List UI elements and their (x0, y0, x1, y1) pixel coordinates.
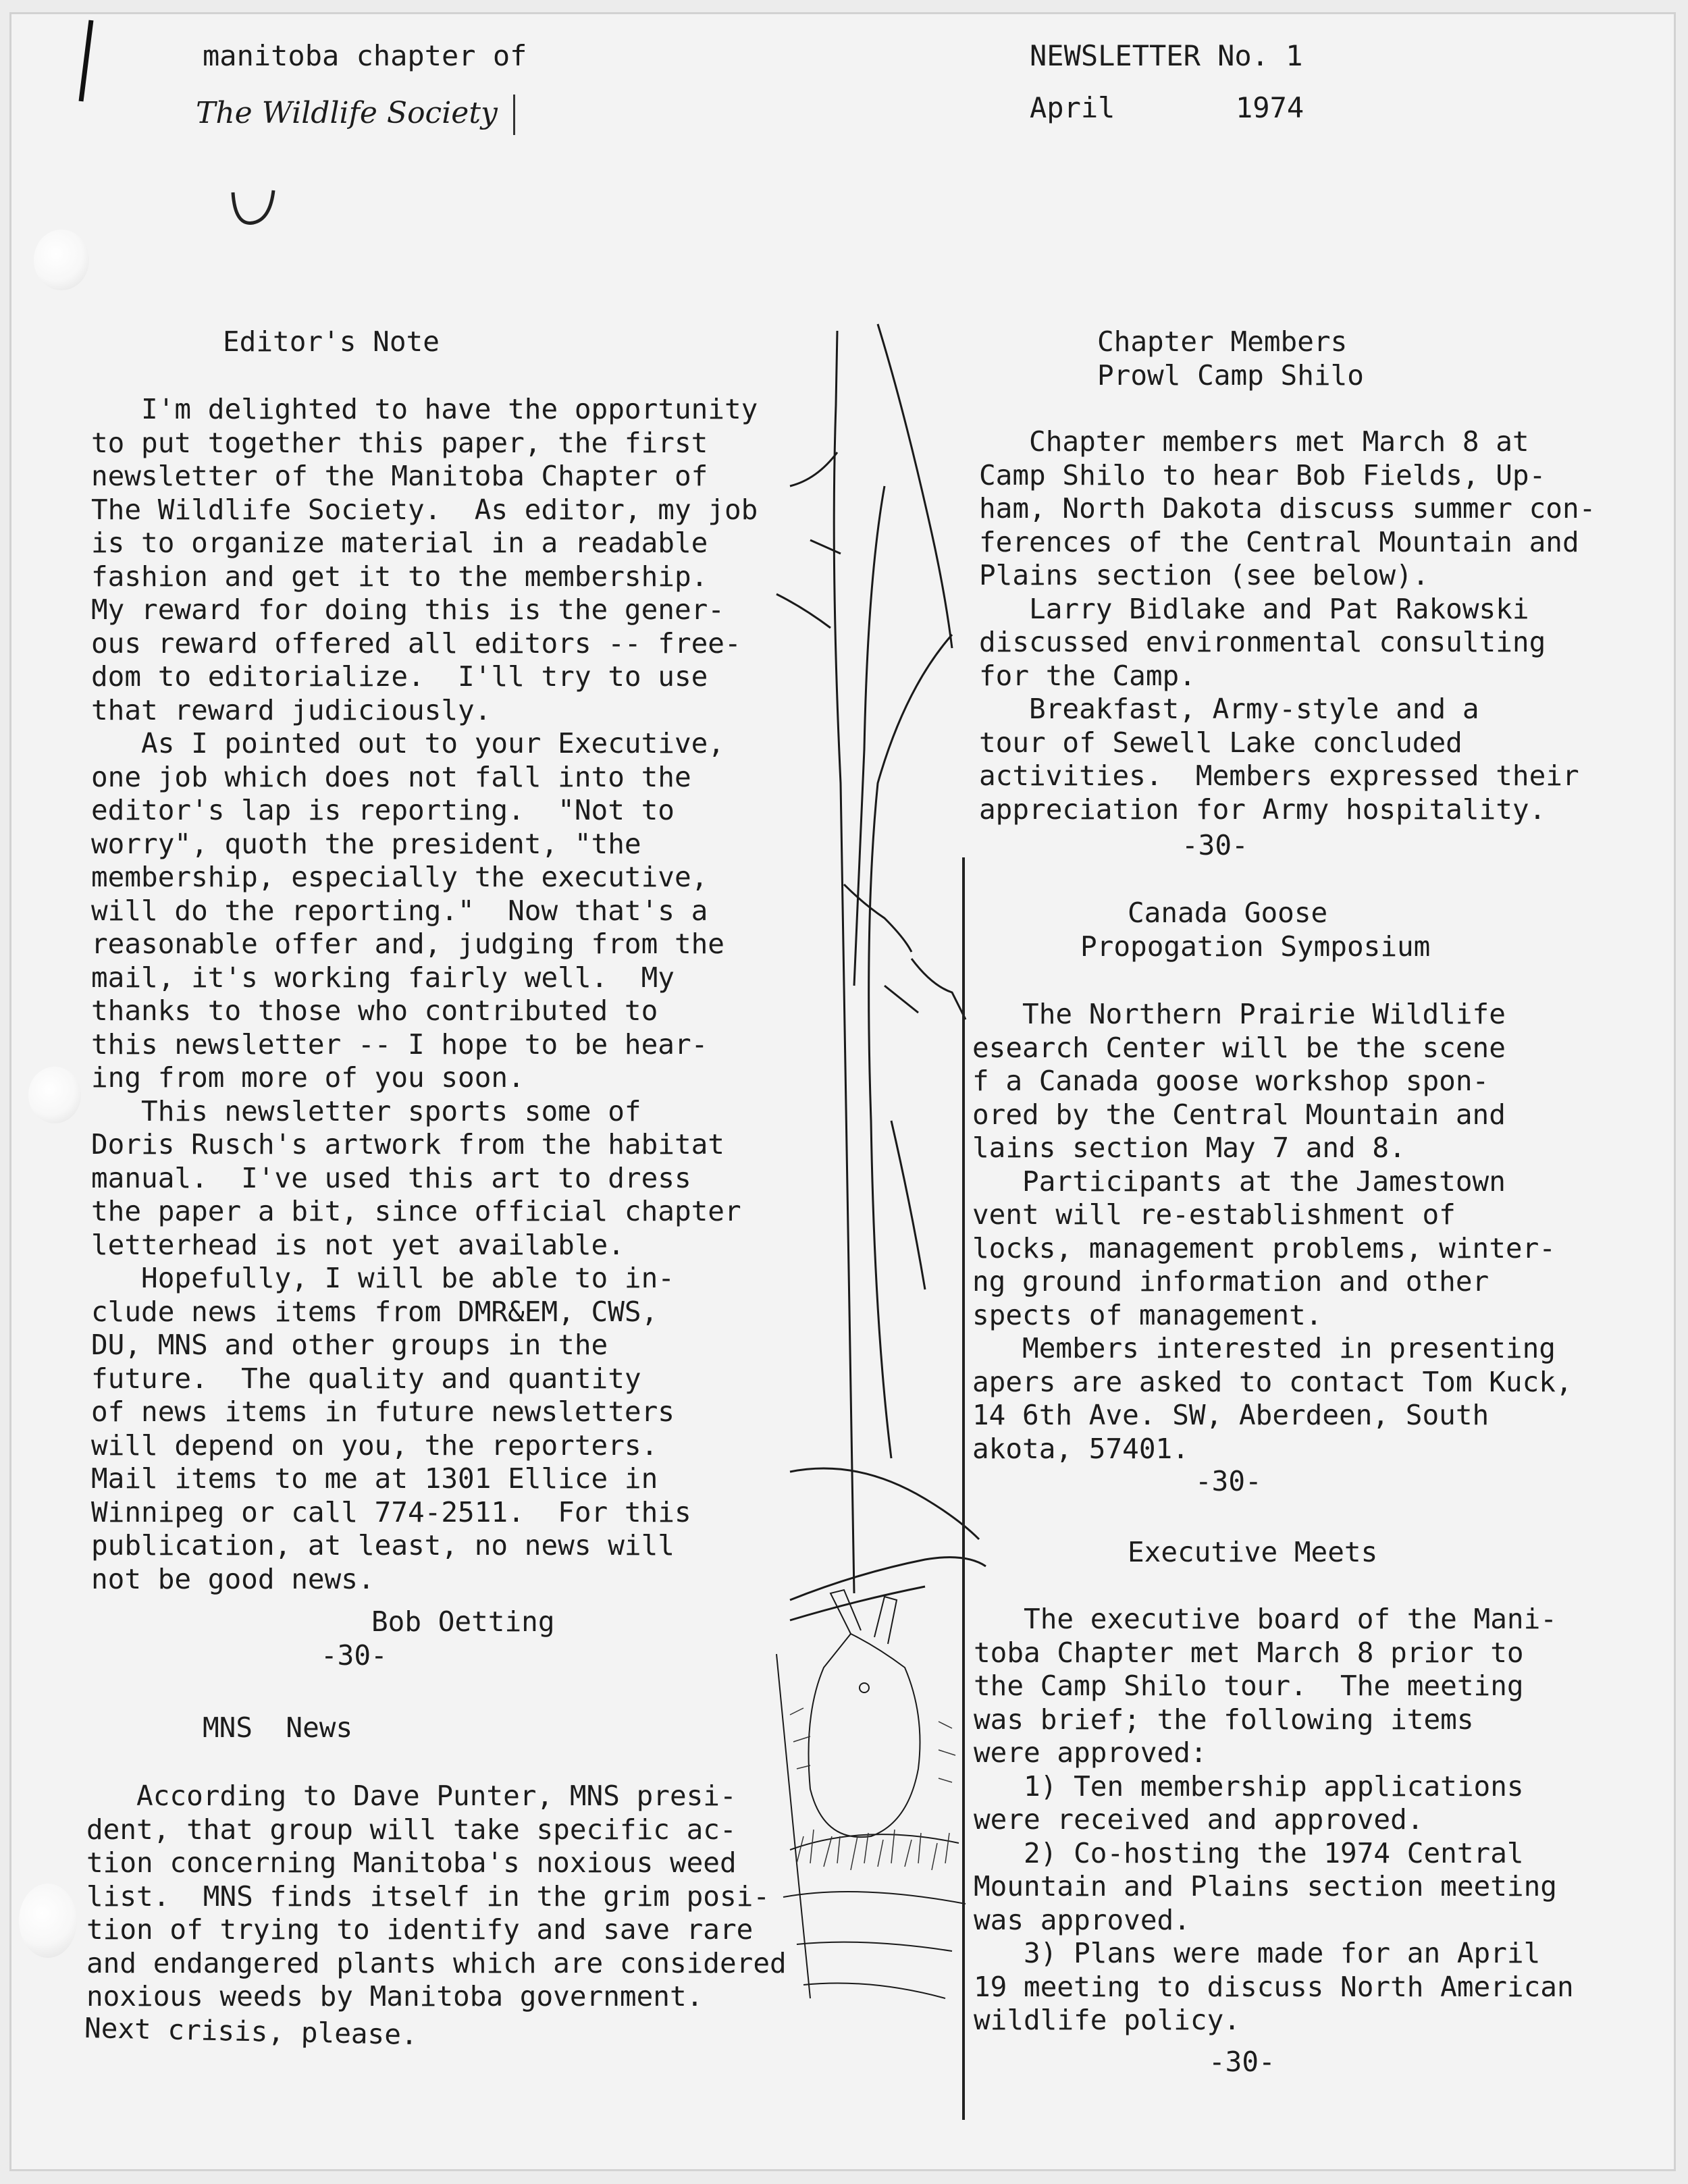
exec-line: wildlife policy. (974, 2004, 1240, 2036)
end-mark: -30- (1209, 2046, 1275, 2078)
exec-line: 2) Co-hosting the 1974 Central (974, 1836, 1524, 1869)
mns-news-line: tion of trying to identify and save rare (86, 1913, 754, 1946)
goose-line: lains section May 7 and 8. (972, 1131, 1406, 1164)
issue-month: April (1030, 91, 1115, 124)
exec-line: the Camp Shilo tour. The meeting (974, 1670, 1524, 1702)
editors-note-line: mail, it's working fairly well. My (91, 961, 675, 994)
editors-note-line: ous reward offered all editors -- free- (91, 627, 741, 660)
exec-line: were received and approved. (974, 1803, 1424, 1836)
editors-note-line: My reward for doing this is the gener- (91, 593, 724, 626)
exec-line: Mountain and Plains section meeting (974, 1870, 1557, 1902)
shilo-body (979, 425, 1595, 826)
editors-note-body (91, 393, 758, 1596)
editors-note-line: I'm delighted to have the opportunity (91, 393, 758, 425)
shilo-title-line-1: Chapter Members (1097, 325, 1348, 358)
goose-line: esearch Center will be the scene (972, 1031, 1506, 1064)
editors-note-line: ing from more of you soon. (91, 1061, 525, 1094)
editors-note-line: thanks to those who contributed to (91, 994, 658, 1027)
shilo-line: Plains section (see below). (979, 559, 1429, 591)
shilo-line: Breakfast, Army-style and a (979, 693, 1479, 725)
punch-hole-top (34, 230, 89, 290)
editors-note-line: Doris Rusch's artwork from the habitat (91, 1128, 724, 1161)
mns-news-title: MNS News (203, 1711, 353, 1744)
chapter-line: manitoba chapter of (203, 39, 527, 72)
editors-note-line: one job which does not fall into the (91, 760, 691, 793)
editors-note-line: dom to editorialize. I'll try to use (91, 660, 708, 693)
mns-news-line: tion concerning Manitoba's noxious weed (86, 1846, 737, 1879)
mns-news-line: According to Dave Punter, MNS presi- (86, 1780, 737, 1812)
shilo-line: appreciation for Army hospitality. (979, 793, 1546, 826)
editors-note-line: publication, at least, no news will (91, 1529, 675, 1562)
editors-note-line: clude news items from DMR&EM, CWS, (91, 1295, 658, 1328)
editors-note-line: will do the reporting." Now that's a (91, 894, 708, 927)
goose-line: apers are asked to contact Tom Kuck, (972, 1365, 1573, 1398)
column-divider (962, 857, 965, 2120)
editors-note-line: letterhead is not yet available. (91, 1228, 625, 1261)
editors-note-line: reasonable offer and, judging from the (91, 928, 724, 960)
shilo-line: ham, North Dakota discuss summer con- (979, 492, 1596, 525)
editors-note-line: As I pointed out to your Executive, (91, 727, 724, 760)
exec-line: 19 meeting to discuss North American (974, 1970, 1574, 2003)
exec-line: were approved: (974, 1736, 1207, 1769)
editors-note-line: The Wildlife Society. As editor, my job (91, 493, 758, 526)
punch-hole-middle (28, 1067, 81, 1123)
shilo-line: discussed environmental consulting (979, 626, 1546, 658)
editors-note-title: Editor's Note (223, 325, 440, 358)
editors-note-line: of news items in future newsletters (91, 1395, 675, 1428)
editors-note-line: will depend on you, the reporters. (91, 1429, 658, 1462)
goose-title-line-1: Canada Goose (1128, 897, 1328, 929)
mns-news-line: dent, that group will take specific ac- (86, 1813, 737, 1846)
goose-line: locks, management problems, winter- (972, 1231, 1556, 1264)
punch-hole-bottom (19, 1884, 77, 1958)
pen-mark-icon (54, 14, 108, 108)
editors-note-line: newsletter of the Manitoba Chapter of (91, 460, 708, 492)
end-mark: -30- (1195, 1465, 1262, 1497)
editors-note-line: Mail items to me at 1301 Ellice in (91, 1462, 658, 1495)
editors-note-line: Hopefully, I will be able to in- (91, 1262, 675, 1294)
shilo-line: tour of Sewell Lake concluded (979, 726, 1462, 759)
goose-line: vent will re-establishment of (972, 1198, 1456, 1231)
goose-line: 14 6th Ave. SW, Aberdeen, South (972, 1399, 1489, 1431)
goose-body (972, 998, 1573, 1466)
editors-note-line: this newsletter -- I hope to be hear- (91, 1028, 708, 1061)
editors-note-line: fashion and get it to the membership. (91, 560, 708, 593)
editors-note-line: membership, especially the executive, (91, 861, 708, 893)
exec-body (974, 1603, 1574, 2037)
newsletter-number: NEWSLETTER No. 1 (1030, 39, 1303, 72)
issue-year: 1974 (1236, 91, 1304, 124)
end-mark: -30- (321, 1639, 388, 1672)
exec-line: The executive board of the Mani- (974, 1603, 1557, 1635)
editors-note-line: worry", quoth the president, "the (91, 827, 641, 860)
editor-signature: Bob Oetting (371, 1605, 555, 1638)
mns-news-line: noxious weeds by Manitoba government. (86, 1980, 704, 2013)
logo-bar (513, 95, 515, 135)
exec-line: was approved. (974, 1903, 1190, 1936)
goose-line: spects of management. (972, 1298, 1323, 1331)
goose-title-line-2: Propogation Symposium (1080, 930, 1431, 963)
goose-line: f a Canada goose workshop spon- (972, 1065, 1489, 1097)
editors-note-line: to put together this paper, the first (91, 426, 708, 459)
goose-line: akota, 57401. (972, 1432, 1189, 1465)
mns-news-line: and endangered plants which are considered (86, 1946, 787, 1979)
goose-line: ored by the Central Mountain and (972, 1098, 1506, 1131)
editors-note-line: DU, MNS and other groups in the (91, 1329, 608, 1361)
editors-note-line: not be good news. (91, 1562, 375, 1595)
shilo-line: Camp Shilo to hear Bob Fields, Up- (979, 458, 1546, 491)
mns-closing: Next crisis, please. (84, 2011, 419, 2052)
editors-note-line: that reward judiciously. (91, 693, 492, 726)
editors-note-line: manual. I've used this art to dress (91, 1161, 691, 1194)
editors-note-line: Winnipeg or call 774-2511. For this (91, 1495, 691, 1528)
exec-line: toba Chapter met March 8 prior to (974, 1636, 1524, 1669)
editors-note-line: the paper a bit, since official chapter (91, 1195, 741, 1227)
shilo-line: for the Camp. (979, 659, 1196, 692)
shilo-line: Larry Bidlake and Pat Rakowski (979, 592, 1529, 625)
exec-title: Executive Meets (1128, 1536, 1378, 1568)
tree-and-rabbit-sketch-icon (749, 311, 1006, 2039)
end-mark: -30- (1182, 829, 1248, 861)
mns-news-body (86, 1780, 787, 2014)
mns-news-line: list. MNS finds itself in the grim posi- (86, 1880, 770, 1913)
shilo-line: Chapter members met March 8 at (979, 425, 1529, 458)
goose-line: The Northern Prairie Wildlife (972, 998, 1506, 1030)
goose-line: ng ground information and other (972, 1265, 1489, 1298)
shilo-line: activities. Members expressed their (979, 760, 1579, 792)
exec-line: was brief; the following items (974, 1703, 1474, 1736)
editors-note-line: is to organize material in a readable (91, 527, 708, 559)
goose-line: Members interested in presenting (972, 1332, 1556, 1364)
exec-line: 1) Ten membership applications (974, 1769, 1524, 1803)
exec-line: 3) Plans were made for an April (974, 1937, 1541, 1969)
shilo-line: ferences of the Central Mountain and (979, 525, 1579, 558)
editors-note-line: future. The quality and quantity (91, 1362, 641, 1395)
goose-line: Participants at the Jamestown (972, 1165, 1506, 1198)
handwritten-mark-icon (223, 182, 284, 236)
editors-note-line: This newsletter sports some of (91, 1094, 641, 1127)
editors-note-line: editor's lap is reporting. "Not to (91, 794, 675, 826)
shilo-title-line-2: Prowl Camp Shilo (1097, 359, 1364, 392)
society-name: The Wildlife Society (196, 96, 498, 130)
